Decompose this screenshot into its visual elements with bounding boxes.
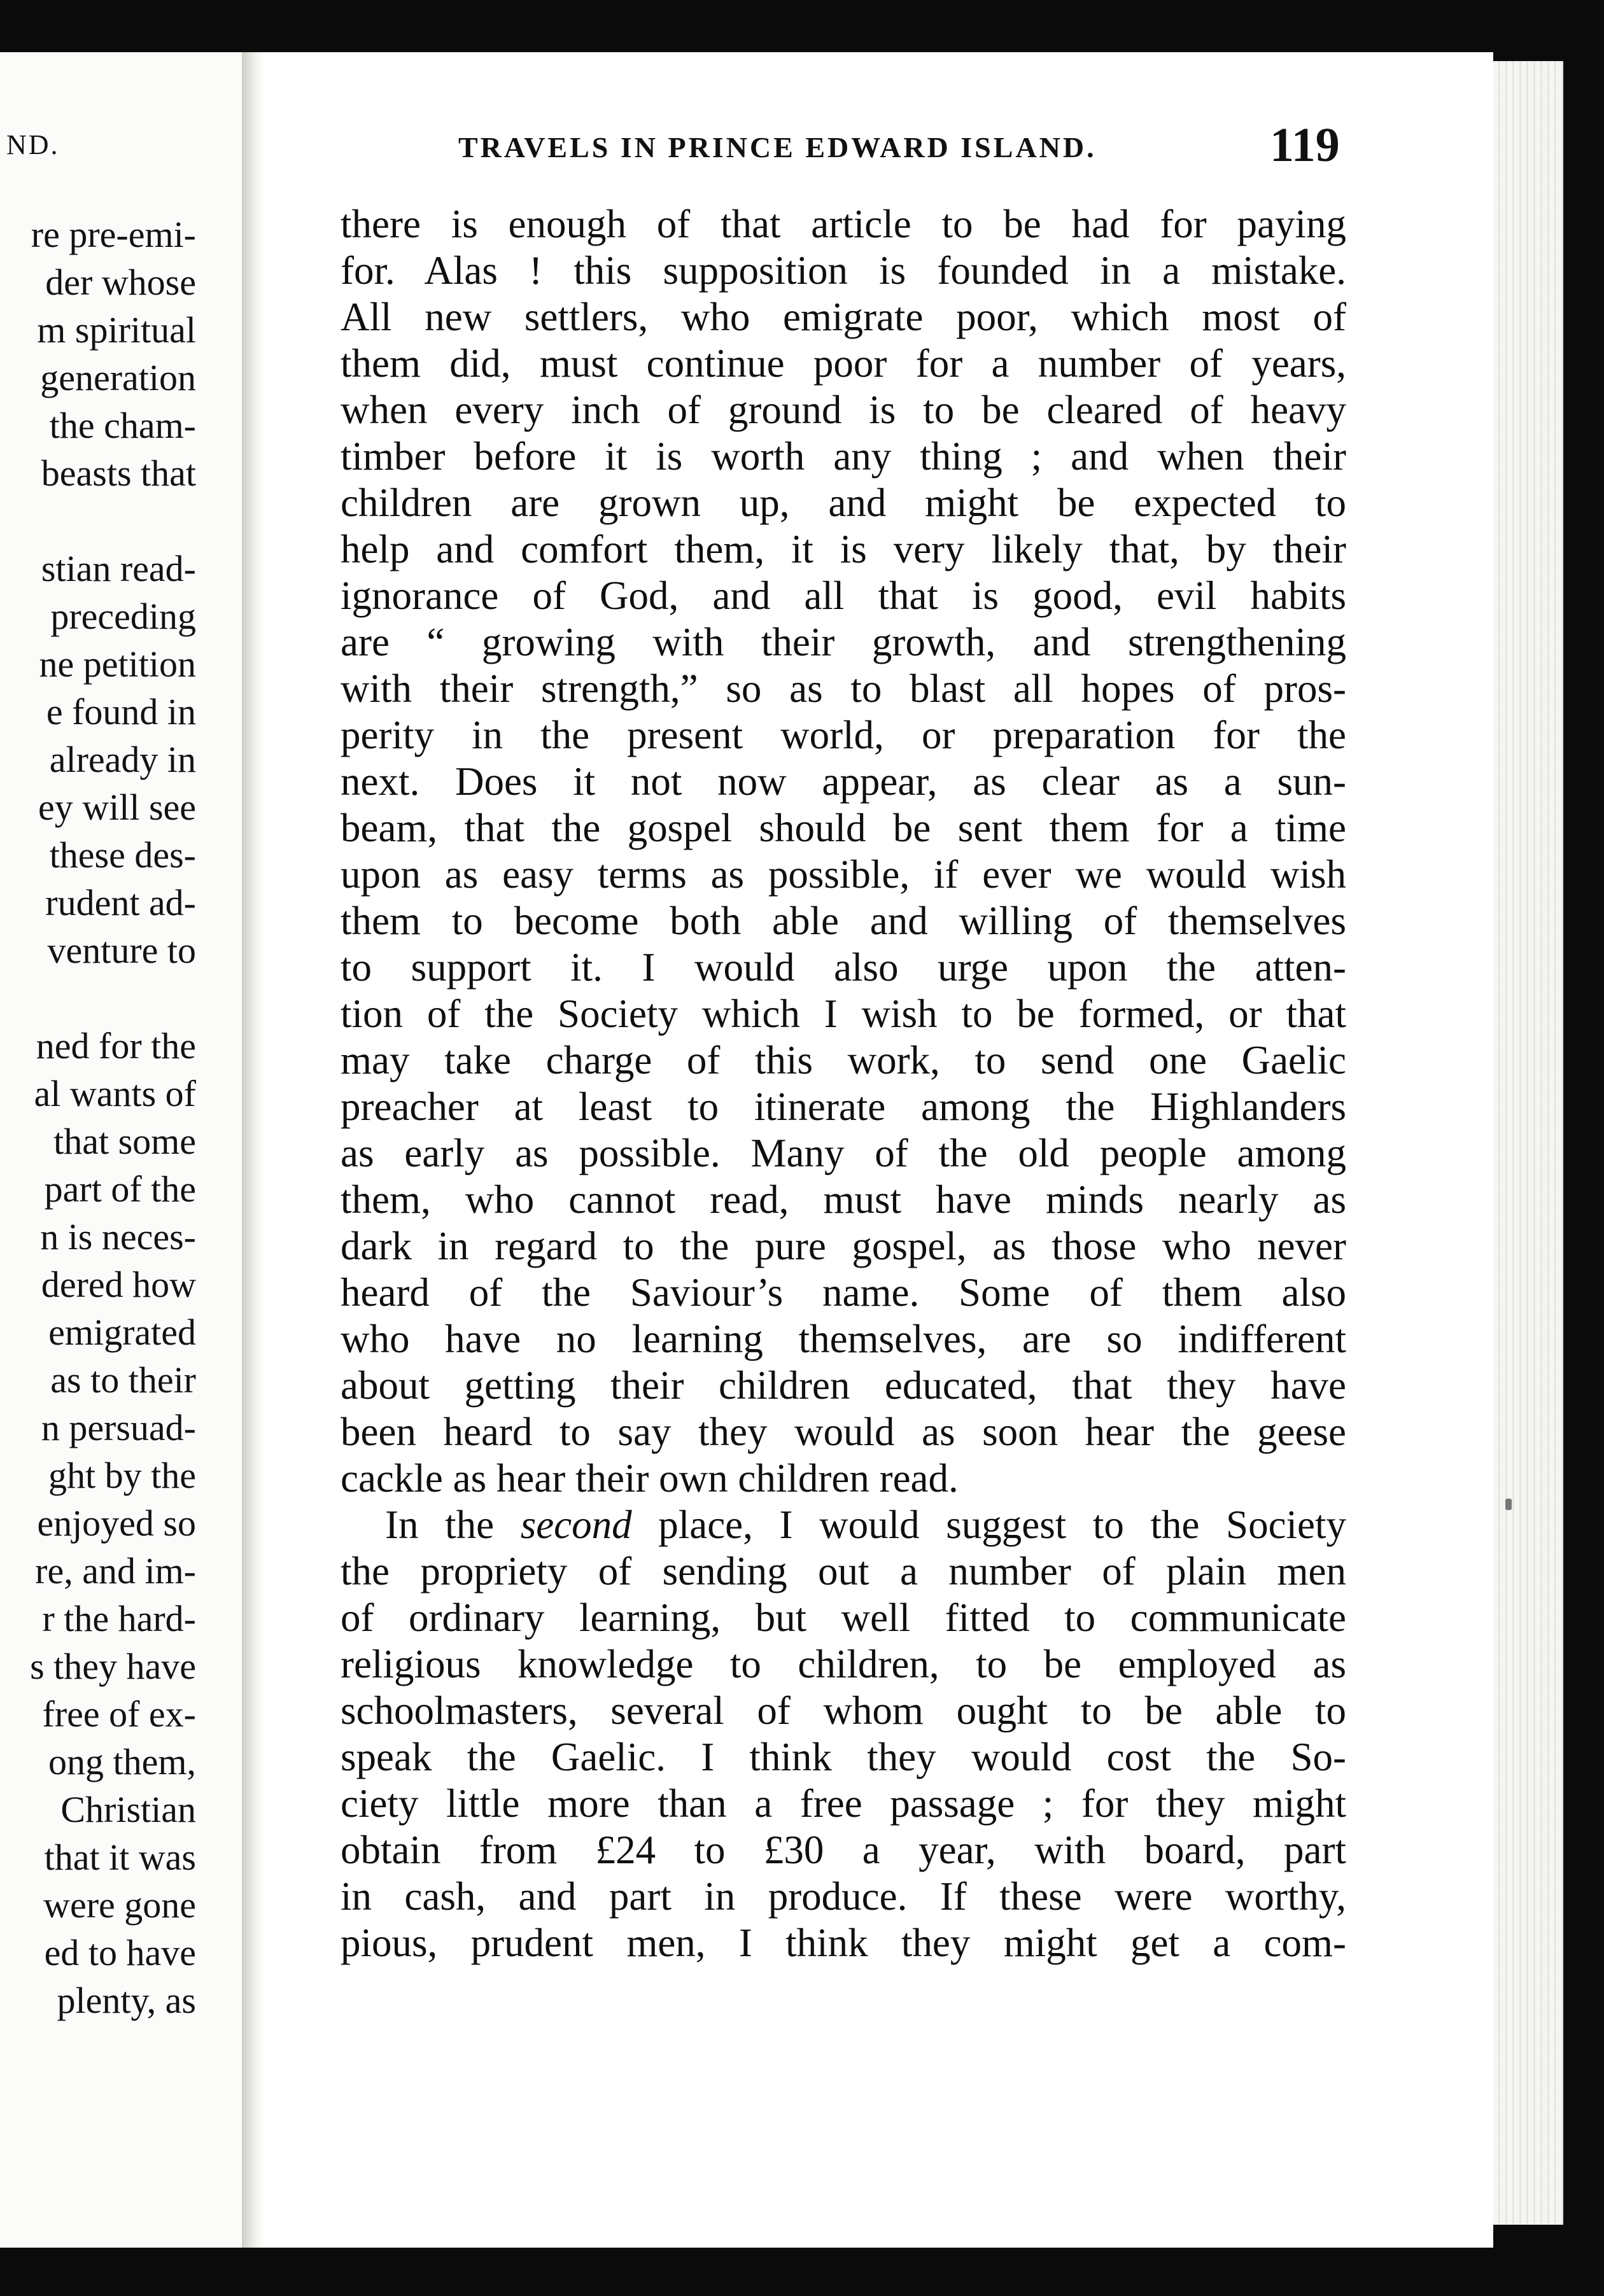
left-text-line: ed to have	[44, 1932, 196, 1973]
edge-mark	[1505, 1499, 1512, 1510]
left-text-line: that it was	[44, 1837, 196, 1878]
text-line: about getting their children educated, that they have	[341, 1363, 1346, 1408]
left-text-line: ght by the	[48, 1455, 196, 1496]
text-line: pious, prudent men, I think they might get a com-	[341, 1921, 1346, 1965]
left-text-line: der whose	[45, 262, 196, 303]
text-line: when every inch of ground is to be cleared of heavy	[341, 388, 1346, 432]
text-line: for. Alas ! this supposition is founded in a mistake.	[341, 248, 1346, 293]
left-text-line: al wants of	[34, 1073, 196, 1114]
text-line: religious knowledge to children, to be employed as	[341, 1642, 1346, 1686]
left-text-line: these des-	[49, 834, 196, 876]
text-line: who have no learning themselves, are so indifferent	[341, 1317, 1346, 1361]
page-number: 119	[1270, 118, 1340, 172]
text-line: of ordinary learning, but well fitted to communicate	[341, 1595, 1346, 1640]
text-line: children are grown up, and might be expected to	[341, 480, 1346, 525]
left-text-line: s they have	[30, 1646, 196, 1687]
left-text-line: n persuad-	[41, 1407, 196, 1448]
left-text-line: part of the	[44, 1168, 196, 1210]
text-line: obtain from £24 to £30 a year, with board, part	[341, 1828, 1346, 1872]
left-text-line: were gone	[43, 1884, 196, 1926]
left-text-line: re, and im-	[35, 1550, 196, 1592]
text-line: heard of the Saviour’s name. Some of them also	[341, 1270, 1346, 1315]
text-line: ciety little more than a free passage ; for they might	[341, 1781, 1346, 1826]
left-text-line: preceding	[50, 596, 196, 637]
text-line: tion of the Society which I wish to be formed, or that	[341, 991, 1346, 1036]
left-text-line: already in	[49, 739, 196, 780]
text-line: them to become both able and willing of themselves	[341, 899, 1346, 943]
text-line: preacher at least to itinerate among the Highlanders	[341, 1084, 1346, 1129]
text-line: beam, that the gospel should be sent them for a time	[341, 806, 1346, 850]
left-text-line: n is neces-	[40, 1216, 196, 1257]
left-text-line: plenty, as	[57, 1980, 196, 2021]
text-line: may take charge of this work, to send one Gaelic	[341, 1038, 1346, 1082]
left-text-line: ey will see	[38, 787, 196, 828]
text-line: dark in regard to the pure gospel, as those who never	[341, 1224, 1346, 1268]
text-line: with their strength,” so as to blast all hopes of pros-	[341, 666, 1346, 711]
para2-rest: place, I would suggest to the Society	[631, 1502, 1347, 1547]
text-line: them, who cannot read, must have minds nearly as	[341, 1177, 1346, 1222]
left-text-line: ong them,	[48, 1741, 196, 1782]
body-text	[341, 201, 1346, 1966]
left-text-line: m spiritual	[37, 309, 196, 351]
text-line: speak the Gaelic. I think they would cost the So-	[341, 1735, 1346, 1779]
text-line: cackle as hear their own children read.	[341, 1456, 959, 1501]
text-line: timber before it is worth any thing ; and when their	[341, 434, 1346, 479]
left-text-line: Christian	[60, 1789, 196, 1830]
text-line: to support it. I would also urge upon the atten-	[341, 945, 1346, 990]
left-text-line: ne petition	[39, 643, 196, 685]
text-line: are “ growing with their growth, and strengthening	[341, 620, 1346, 664]
text-line: in cash, and part in produce. If these were worthy,	[341, 1874, 1346, 1919]
left-text-line: e found in	[46, 691, 196, 732]
page-edges	[1493, 61, 1563, 2225]
left-text-line: that some	[53, 1121, 196, 1162]
left-text-line: re pre-emi-	[31, 214, 196, 255]
left-text-line: dered how	[41, 1264, 196, 1305]
para2-lead: In the	[385, 1502, 521, 1547]
paragraph-2-first-line	[341, 1502, 1346, 1548]
left-text-line: emigrated	[48, 1312, 196, 1353]
left-text-line: ned for the	[36, 1025, 196, 1067]
para2-italic-word: second	[520, 1502, 632, 1547]
paragraph-1	[341, 201, 1346, 1502]
text-line: them did, must continue poor for a number of years,	[341, 341, 1346, 386]
book-gutter	[242, 52, 265, 2248]
text-line: there is enough of that article to be had for paying	[341, 202, 1346, 246]
left-text-line: generation	[40, 357, 196, 398]
left-text-line: as to their	[50, 1359, 196, 1401]
text-line: ignorance of God, and all that is good, evil habits	[341, 573, 1346, 618]
left-text-line: venture to	[47, 930, 196, 971]
left-running-head-fragment: ND.	[6, 129, 60, 160]
text-line: perity in the present world, or preparation for the	[341, 713, 1346, 757]
left-text-line: enjoyed so	[37, 1502, 196, 1544]
text-line: upon as easy terms as possible, if ever we would wish	[341, 852, 1346, 897]
left-text-line: stian read-	[41, 548, 196, 589]
text-line: next. Does it not now appear, as clear as a sun-	[341, 759, 1346, 804]
text-line: as early as possible. Many of the old people among	[341, 1131, 1346, 1175]
paragraph-2	[341, 1502, 1346, 1966]
text-line: the propriety of sending out a number of plain men	[341, 1549, 1346, 1593]
text-line: help and comfort them, it is very likely that, by their	[341, 527, 1346, 571]
text-line: been heard to say they would as soon hear the geese	[341, 1410, 1346, 1454]
left-text-line: beasts that	[41, 452, 196, 494]
running-head: TRAVELS IN PRINCE EDWARD ISLAND.	[458, 131, 1097, 164]
left-page	[0, 52, 243, 2248]
left-text-line: the cham-	[49, 405, 196, 446]
left-text-line: free of ex-	[42, 1693, 196, 1735]
left-text-line: rudent ad-	[45, 882, 196, 923]
text-line: All new settlers, who emigrate poor, which most of	[341, 295, 1346, 339]
left-text-line: r the hard-	[42, 1598, 196, 1639]
text-line: schoolmasters, several of whom ought to be able to	[341, 1688, 1346, 1733]
